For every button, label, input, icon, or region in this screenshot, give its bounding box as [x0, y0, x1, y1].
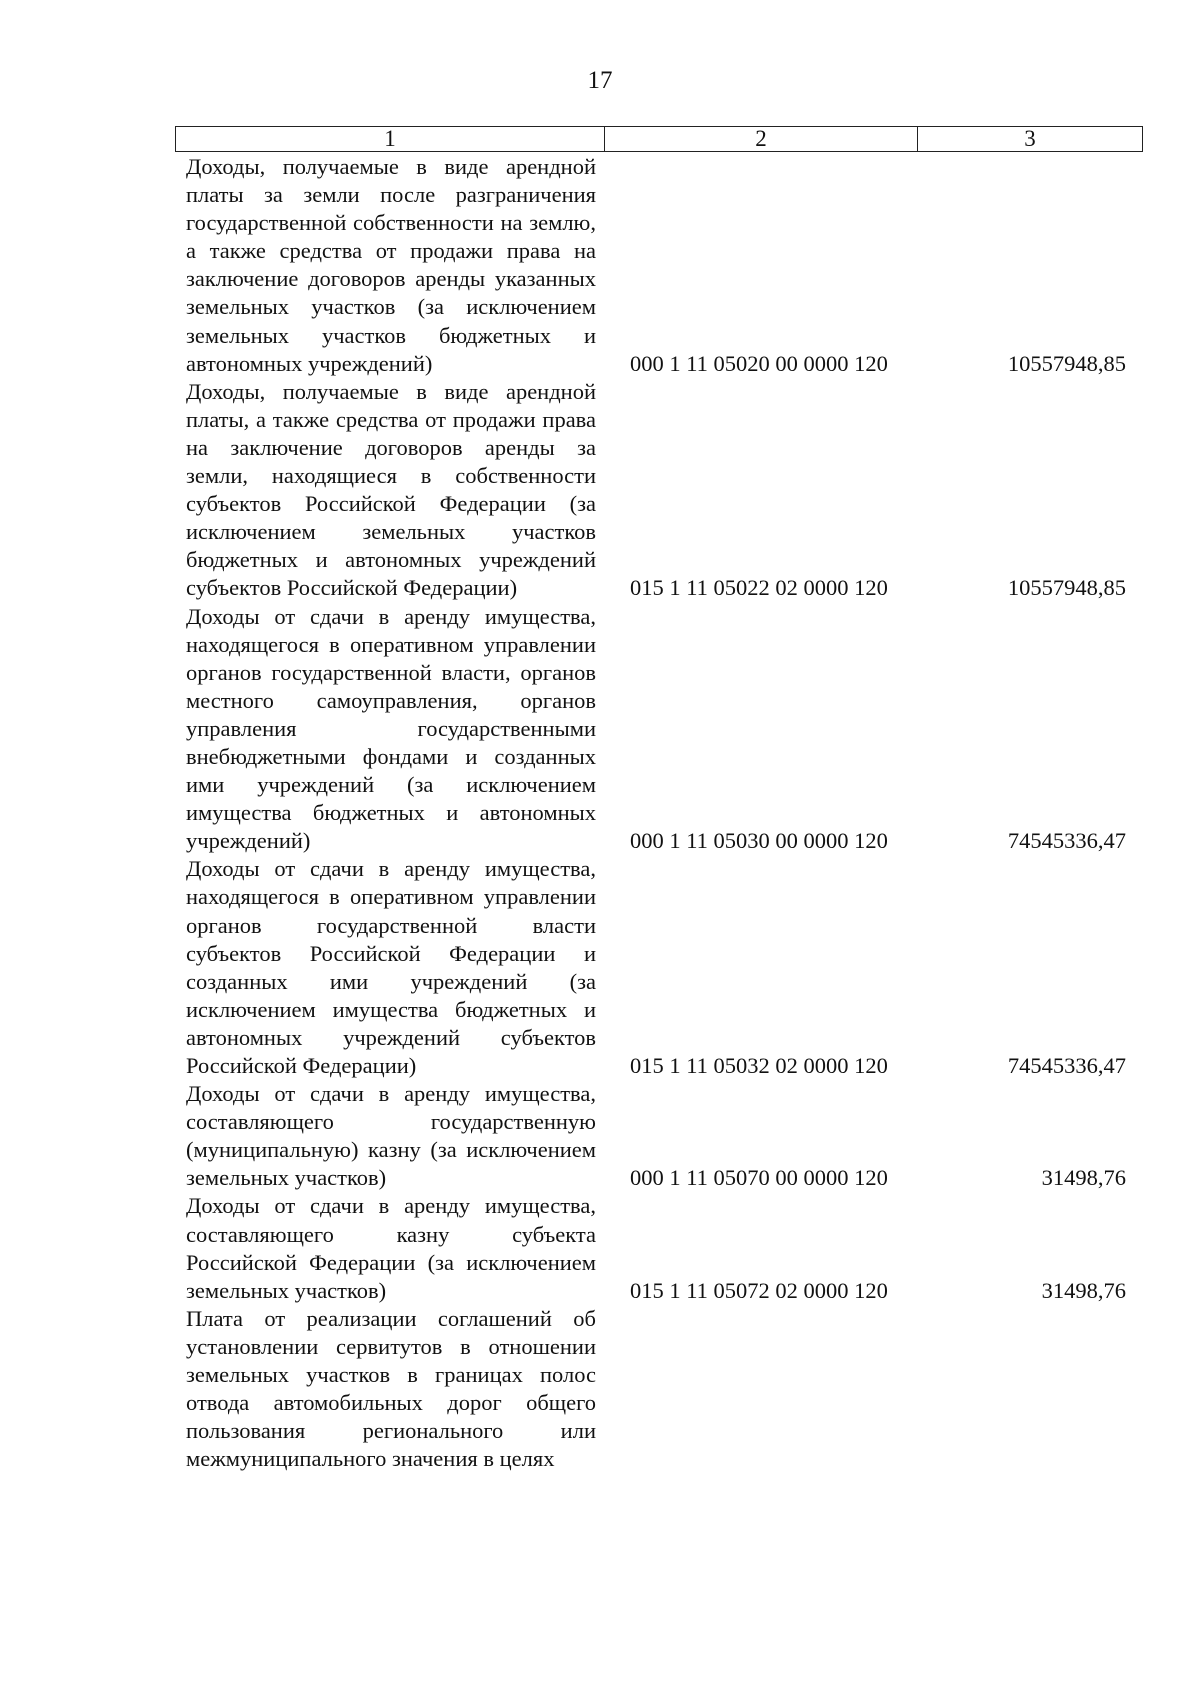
income-name: Доходы от сдачи в аренду имущества, составляющего государственную (муниципальную) казну (за исключением земельных участков): [186, 1081, 596, 1191]
budget-code: 000 1 11 05070 00 0000 120: [630, 1165, 888, 1191]
budget-code: 015 1 11 05032 02 0000 120: [630, 1053, 888, 1078]
amount: 10557948,85: [1007, 575, 1126, 601]
table-row: [186, 855, 1126, 1080]
amount: 31498,76: [1041, 1277, 1126, 1303]
income-name: Доходы, получаемые в виде арендной платы, а также средства от продажи права на заключение договоров аренды за земли, находящиеся в собственности субъектов Российской Федерации (за исключением земельных участков бюджетных и автономных учреждений субъектов Российской Федерации): [186, 378, 596, 601]
table-row: [186, 1080, 1126, 1192]
table-row: [186, 378, 1126, 603]
page-number: 17: [587, 67, 613, 94]
column-header-3: 3: [1024, 126, 1036, 151]
table-row: [186, 603, 1126, 856]
income-name: Доходы от сдачи в аренду имущества, составляющего казну субъекта Российской Федерации (за исключением земельных участков): [186, 1193, 596, 1303]
amount: 74545336,47: [1007, 828, 1126, 854]
income-name: Доходы, получаемые в виде арендной платы за земли после разграничения государственной собственности на землю, а также средства от продажи права на заключение договоров аренды указанных земельных участков (за исключением земельных участков бюджетных и автономных учреждений): [186, 154, 596, 376]
budget-code: 000 1 11 05030 00 0000 120: [630, 828, 888, 854]
amount: 74545336,47: [1007, 1053, 1126, 1078]
amount: 10557948,85: [1007, 350, 1126, 376]
column-header-1: 1: [176, 127, 605, 151]
income-name: Плата от реализации соглашений об установлении сервитутов в отношении земельных участков в границах полос отвода автомобильных дорог общего пользования регионального или межмуниципального значения в целях: [186, 1305, 596, 1472]
column-header-2: 2: [605, 127, 918, 151]
table-header: [175, 126, 1143, 152]
table-row: [186, 1305, 1126, 1474]
table-body: [186, 153, 1126, 1473]
income-name: Доходы от сдачи в аренду имущества, находящегося в оперативном управлении органов государственной власти субъектов Российской Федерации и созданных ими учреждений (за исключением имущества бюджетных и автономных учреждений субъектов Российской Федерации): [186, 856, 596, 1078]
budget-code: 015 1 11 05072 02 0000 120: [630, 1277, 888, 1303]
budget-code: 000 1 11 05020 00 0000 120: [630, 350, 888, 376]
table-row: [186, 1192, 1126, 1304]
budget-code: 015 1 11 05022 02 0000 120: [630, 575, 888, 601]
income-name: Доходы от сдачи в аренду имущества, находящегося в оперативном управлении органов государственной власти, органов местного самоуправления, органов управления государственными внебюджетными фондами и созданных ими учреждений (за исключением имущества бюджетных и автономных учреждений): [186, 603, 596, 854]
table-row: [186, 153, 1126, 378]
amount: 31498,76: [1041, 1165, 1126, 1191]
